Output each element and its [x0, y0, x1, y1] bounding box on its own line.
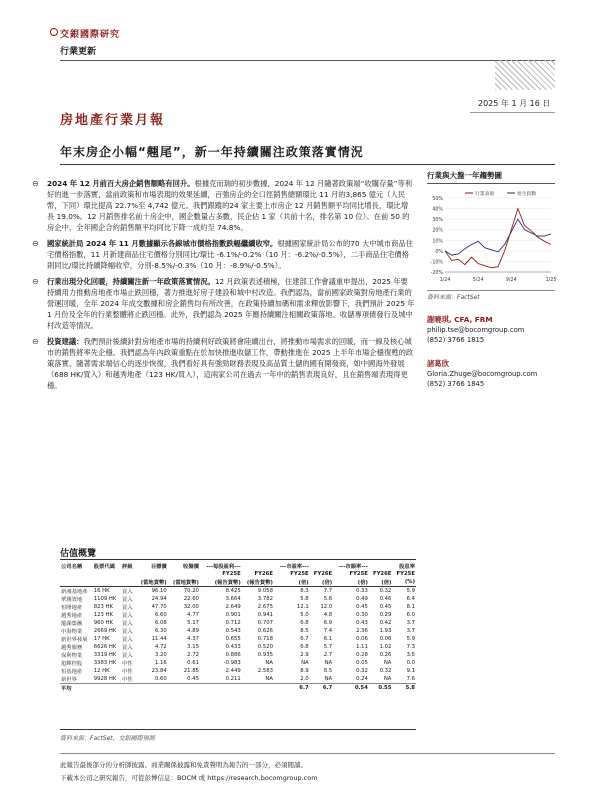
logo-text: 交銀國際研究: [60, 30, 121, 40]
chart-title: 行業與大盤一年趨勢圖: [427, 170, 555, 184]
table-cell: 5.17: [187, 620, 199, 626]
table-cell: 6626 HK: [93, 644, 117, 650]
table-cell: 3.664: [225, 596, 241, 602]
table-cell: 0.28: [356, 652, 368, 658]
table-cell: 1.02: [379, 644, 392, 650]
bullet-icon: ⊖: [32, 239, 39, 248]
table-cell: 4.89: [187, 628, 199, 634]
table-cell: 0.718: [257, 636, 273, 642]
y-tick-label: -10%: [430, 260, 443, 266]
analyst-email[interactable]: philip.tse@bocomgroup.com: [427, 326, 525, 334]
table-cell: 0.941: [257, 612, 273, 618]
table-header-row: [60, 578, 416, 587]
table-header-cell: (當地貨幣): [136, 578, 168, 587]
table-cell: 恒隆地產: [61, 605, 83, 611]
analyst-contact: [427, 359, 555, 389]
key-point: [30, 238, 415, 271]
table-row: [60, 587, 416, 596]
table-cell: 保利物業: [61, 653, 83, 659]
table-cell: 0.55: [369, 684, 393, 693]
analyst-email[interactable]: Gloria.Zhuge@bocomgroup.com: [427, 370, 538, 378]
table-cell: 買入: [122, 637, 133, 643]
table-cell: 12 HK: [93, 668, 110, 674]
table-cell: 32.00: [183, 604, 199, 610]
table-cell: 平均: [60, 684, 93, 693]
table-cell: 0.24: [356, 676, 368, 682]
table-cell: 7.7: [323, 588, 333, 594]
table-cell: 8.5: [323, 668, 333, 674]
bullet-icon: ⊖: [32, 277, 39, 286]
side-panel: [427, 170, 555, 389]
table-cell: 960 HK: [93, 620, 114, 626]
table-cell: 華潤置地: [61, 597, 83, 603]
table-cell: 0.707: [257, 620, 273, 626]
table-cell: 0.520: [257, 644, 273, 650]
table-header-cell: [121, 570, 135, 578]
table-cell: 5.6: [323, 596, 333, 602]
analyst-phone: (852) 3766 1815: [427, 336, 485, 344]
analyst-phone: (852) 3766 1845: [427, 380, 485, 388]
table-cell: 3.782: [257, 596, 273, 602]
table-cell: 96.10: [151, 588, 167, 594]
legend-label: 恒生指數: [517, 192, 537, 197]
table-cell: NA: [301, 660, 309, 666]
table-cell: 70.20: [183, 588, 199, 594]
chart-source: 資料來源：FactSet: [427, 290, 555, 301]
table-cell: 新鴻基地產: [61, 589, 88, 595]
key-point-body: 根據克而瑞的初步數據，2024 年 12 月隨著政策端“收購存量”等利好的進一步落實，當前政策和市場表現的效果延續，百強房企的全口徑銷售總額環比 11 月的3,865 億元（人民幣，下同）環比提高 22.7%至 4,742 億元。我們跟蹤的24 家主要上市房企 12 月銷售額平均同比增長，環比增長 19.0%。12 月銷售排名前十房企中，國企數量占多數，民企佔 1 家（共前十名，排名第 10 位）。在前 50 的房企中，全年國企合約銷售額平均同比下降一成約至 74.8%。: [47, 179, 413, 232]
report-date: 2025 年 1 月 16 日: [478, 99, 551, 108]
table-cell: 6.9: [323, 620, 333, 626]
bullet-icon: ⊖: [32, 179, 39, 188]
table-cell: 823 HK: [93, 604, 114, 610]
table-cell: 3.20: [154, 652, 167, 658]
disclaimer-text: 此報告最後部分的分析師披露、商業關係披露和免責聲明為報告的一部分，必須閱讀。: [60, 761, 307, 769]
trend-chart: [427, 188, 555, 284]
table-cell: 2.9: [300, 652, 309, 658]
table-header-row: [60, 562, 416, 570]
y-tick-label: 0%: [435, 249, 443, 255]
table-row: [60, 643, 416, 651]
title-divider: [60, 164, 555, 165]
table-row: [60, 659, 416, 667]
table-cell: 6.7: [310, 684, 334, 693]
table-row: [60, 595, 416, 603]
key-point-body: 12 月政策表述積極，住建部工作會議重申提出，2025 年要持續用力推動房地產市場止跌回穩，著力推進好房子建設和城中村改造。我們認為，當前國家政策對房地產行業的營運回暖，全年 2024 年成交數據和房企銷售均有所改善，在政策持續加碼和需求釋放影響下，我們預計 2025 年 1 月份及全年的行業整體將止跌回穩。此外，我們認為 2025 年應持續關注相關政策落地、收儲專項債發行及城中村改造等情況。: [47, 277, 415, 330]
table-cell: 0.60: [154, 676, 167, 682]
table-row: [60, 667, 416, 675]
table-cell: 0.211: [225, 676, 241, 682]
table-header-cell: (倍): [310, 578, 334, 587]
table-cell: 0.46: [379, 596, 392, 602]
table-cell: 2.649: [225, 604, 241, 610]
table-cell: 中性: [122, 661, 133, 667]
table-cell: 龍湖集團: [61, 621, 83, 627]
y-tick-label: 20%: [432, 228, 443, 234]
table-header-cell: 目標價: [150, 564, 167, 570]
table-cell: 0.54: [333, 684, 369, 693]
report-type: 行業更新: [60, 47, 97, 57]
table-cell: 2.583: [257, 668, 273, 674]
table-cell: 0.433: [225, 644, 241, 650]
table-cell: 3383 HK: [93, 660, 117, 666]
table-header-cell: 股息率: [399, 564, 415, 570]
table-cell: 8.3: [300, 588, 309, 594]
table-header-cell: ---市盈率---: [279, 564, 309, 570]
table-header-cell: (倍): [333, 578, 369, 587]
table-cell: 買入: [122, 613, 133, 619]
table-cell: 0.45: [187, 676, 199, 682]
x-tick-label: 9/24: [505, 278, 517, 283]
analyst-name: 諸葛欣: [427, 359, 449, 368]
table-cell: 9.058: [257, 588, 273, 594]
table-cell: 7.4: [323, 628, 333, 634]
key-point-lead: 2024 年 12 月前百大房企銷售額略有回升。: [47, 179, 195, 188]
table-cell: 2.36: [356, 628, 368, 634]
table-cell: 8.5: [300, 628, 309, 634]
table-header-cell: [60, 570, 93, 578]
table-header-cell: [121, 578, 135, 587]
table-header-cell: [136, 570, 168, 578]
table-cell: 6.0: [406, 612, 415, 618]
table-cell: 買入: [122, 645, 133, 651]
series-line: [445, 219, 551, 255]
key-point: [30, 178, 415, 233]
table-cell: 8.425: [225, 588, 241, 594]
table-cell: 22.60: [183, 596, 199, 602]
table-cell: NA: [265, 660, 273, 666]
y-tick-label: -20%: [430, 271, 443, 276]
table-cell: 7.3: [406, 644, 415, 650]
y-tick-label: 50%: [432, 197, 443, 202]
table-cell: 12.1: [296, 604, 309, 610]
table-cell: 買入: [122, 597, 133, 603]
table-cell: 0.42: [379, 620, 392, 626]
table-cell: [200, 684, 242, 693]
table-cell: 中性: [122, 677, 133, 683]
table-cell: 23.84: [151, 668, 167, 674]
table-cell: 11.44: [151, 636, 167, 642]
table-cell: 買入: [122, 653, 133, 659]
table-cell: 0.06: [356, 636, 368, 642]
table-cell: 5.8: [392, 684, 416, 693]
valuation-source: 資料來源：FactSet、交銀國際預測: [60, 735, 155, 742]
table-cell: NA: [324, 676, 333, 682]
x-tick-label: 5/24: [472, 278, 484, 283]
table-cell: [168, 684, 200, 693]
header-divider: [60, 60, 555, 61]
table-header-cell: (倍): [369, 578, 393, 587]
valuation-title: 估值概覽: [60, 549, 97, 559]
table-cell: 123 HK: [93, 612, 114, 618]
table-cell: 買入: [122, 629, 133, 635]
table-cell: 中性: [122, 669, 133, 675]
table-cell: 6.1: [323, 636, 333, 642]
table-cell: 2.72: [187, 652, 199, 658]
table-cell: 0.45: [356, 604, 368, 610]
table-cell: 6.4: [406, 596, 415, 602]
table-cell: 2669 HK: [93, 628, 117, 634]
table-header-cell: [60, 578, 93, 587]
y-tick-label: 10%: [432, 239, 443, 245]
table-cell: 16 HK: [93, 588, 110, 594]
table-cell: 2.7: [323, 652, 333, 658]
table-cell: 5.9: [406, 588, 415, 594]
table-cell: 6.8: [300, 644, 309, 650]
table-header-cell: (當地貨幣): [168, 578, 200, 587]
table-header-cell: FY25E: [349, 571, 368, 577]
table-cell: 0.935: [257, 652, 273, 658]
table-header-cell: [93, 570, 121, 578]
table-cell: 0.49: [356, 596, 368, 602]
download-info: 下載本公司之研究報告，可從彭博信息：BOCM 或 https://research.bocomgroup.com: [60, 774, 318, 782]
table-cell: 0.543: [225, 628, 241, 634]
table-header-cell: 評級: [122, 564, 133, 570]
table-header-cell: FY25E: [396, 571, 415, 577]
table-cell: [136, 684, 168, 693]
table-cell: 0.43: [356, 620, 368, 626]
table-header-cell: ---市賬率---: [338, 564, 368, 570]
table-cell: 0.626: [257, 628, 273, 634]
table-cell: 0.886: [225, 652, 241, 658]
table-cell: 6.8: [300, 620, 309, 626]
table-cell: 0.26: [379, 652, 392, 658]
table-cell: 中海物業: [61, 629, 83, 635]
table-row: [60, 611, 416, 619]
table-cell: NA: [324, 660, 333, 666]
table-cell: [93, 684, 121, 693]
table-header-cell: (報告貨幣): [242, 578, 274, 587]
table-header-cell: 股票代碼: [93, 564, 115, 570]
report-subject: 房地產行業月報: [60, 113, 166, 128]
table-cell: 1.93: [379, 628, 392, 634]
table-cell: 1.11: [356, 644, 368, 650]
table-cell: 買入: [122, 605, 133, 611]
logo-icon: [50, 28, 58, 36]
table-cell: 3.7: [406, 628, 415, 634]
table-cell: -0.983: [223, 660, 241, 666]
table-row: [60, 603, 416, 611]
table-cell: 9928 HK: [93, 676, 117, 682]
table-header-cell: [242, 562, 274, 570]
analyst-contact: [427, 315, 555, 345]
table-header-cell: ---每股盈利---: [206, 564, 241, 570]
table-header-cell: FY25E: [222, 571, 241, 577]
valuation-table: [60, 562, 416, 692]
table-header-cell: [310, 562, 334, 570]
table-cell: 0.901: [225, 612, 241, 618]
y-tick-label: 30%: [432, 218, 443, 224]
bullet-icon: ⊖: [32, 337, 39, 346]
table-cell: 1109 HK: [93, 596, 117, 602]
key-point-body: 我們預計後續針對房地產市場的持續利好政策將會陸續出台，將推動市場需求的回暖，而一線及核心城市的銷售將率先企穩。我們認為年內政策重點在於加快推進收儲工作，帶動推進在 2025 上半年市場企穩復甦的政策落實。隨著需求端信心的逐步恢復，我們看好具有強勁財務表現及高品質土儲的國有開發商，如中國海外發展（688 HK/買入）和越秀地產（123 HK/買入），這兩家公司在過去一年中的銷售表現良好，且在銷售端表現得更穩。: [47, 337, 414, 390]
footer-divider: [60, 753, 555, 754]
key-point-lead: 國家統計局 2024 年 11 月數據顯示各線城市價格指數跌幅繼續收窄。: [47, 239, 278, 248]
table-header-cell: 公司名稱: [61, 564, 83, 570]
table-cell: NA: [265, 676, 273, 682]
table-cell: 12.0: [320, 604, 333, 610]
key-point-lead: 投資建議：: [47, 337, 84, 346]
table-header-cell: FY26E: [313, 571, 333, 577]
table-cell: 2.0: [300, 676, 309, 682]
table-cell: 3.5: [406, 652, 415, 658]
table-header-cell: [369, 562, 393, 570]
table-cell: 0.06: [379, 636, 392, 642]
table-cell: 2.675: [257, 604, 273, 610]
table-cell: 3.7: [406, 620, 415, 626]
table-cell: 5.9: [406, 636, 415, 642]
table-header-cell: (%): [392, 578, 416, 587]
table-cell: 3.15: [187, 644, 199, 650]
table-cell: 0.655: [225, 636, 241, 642]
table-cell: 8.9: [300, 668, 309, 674]
valuation-bottom-rule: [60, 729, 416, 730]
table-cell: 5.0: [300, 612, 309, 618]
table-row: [60, 675, 416, 684]
table-cell: 0.33: [356, 588, 368, 594]
table-cell: 旭輝控股: [61, 661, 83, 667]
key-point: [30, 336, 415, 391]
table-cell: 7.6: [406, 676, 415, 682]
table-header-row: [60, 570, 416, 578]
analyst-name: 謝曉琪, CFA, FRM: [427, 315, 493, 324]
key-point-lead: 行業出現分化回暖，持續關注新一年政策落實情況。: [47, 277, 215, 286]
table-cell: 1.16: [154, 660, 167, 666]
report-title: 年末房企小幅“翹尾”，新一年持續關注政策落實情況: [60, 145, 364, 159]
table-cell: 2.449: [225, 668, 241, 674]
table-cell: 4.72: [154, 644, 167, 650]
decorative-hatch: [495, 60, 555, 90]
table-cell: 4.37: [187, 636, 199, 642]
table-cell: 0.32: [356, 668, 368, 674]
table-cell: 買入: [122, 621, 133, 627]
x-tick-label: 1/24: [439, 278, 451, 283]
table-cell: 0.45: [379, 604, 392, 610]
x-tick-label: 1/25: [545, 278, 557, 283]
table-cell: 3319 HK: [93, 652, 117, 658]
table-cell: 6.7: [274, 684, 310, 693]
table-cell: 17 HK: [93, 636, 110, 642]
table-row: [60, 619, 416, 627]
table-cell: 6.7: [300, 636, 309, 642]
table-cell: 5.7: [323, 644, 333, 650]
table-header-cell: FY26E: [372, 571, 392, 577]
y-tick-label: 40%: [432, 207, 443, 213]
table-cell: 0.0: [406, 660, 415, 666]
table-row: [60, 627, 416, 635]
table-cell: 新世界發展: [61, 637, 88, 643]
table-cell: 24.94: [151, 596, 167, 602]
table-cell: 越秀地產: [61, 613, 83, 619]
table-cell: 0.61: [187, 660, 199, 666]
table-cell: 0.712: [225, 620, 241, 626]
table-header-cell: FY25E: [290, 571, 309, 577]
table-total-row: [60, 684, 416, 693]
table-header-cell: [168, 570, 200, 578]
table-cell: 6.60: [154, 612, 167, 618]
key-point: [30, 276, 415, 331]
table-cell: 0.29: [379, 612, 392, 618]
series-line: [445, 209, 551, 268]
key-points: [30, 178, 415, 396]
table-cell: 47.70: [151, 604, 167, 610]
table-header-cell: [93, 578, 121, 587]
table-cell: [121, 684, 135, 693]
date-divider: [470, 112, 555, 113]
table-cell: 買入: [122, 589, 133, 595]
table-cell: [242, 684, 274, 693]
table-cell: 6.30: [154, 628, 167, 634]
table-cell: 6.08: [154, 620, 167, 626]
table-cell: 新世界: [61, 677, 77, 683]
table-cell: NA: [383, 676, 392, 682]
table-cell: 0.32: [379, 668, 392, 674]
table-cell: 4.8: [323, 612, 333, 618]
key-point-body: 根據國家統計局公布的70 大中城市商品住宅價格指數，11 月新建商品住宅價格分別同比/環比 -6.1%/-0.2%（10 月：-6.2%/-0.5%），二手商品住宅價格則同比/環比持續降幅收窄，分別-8.5%/-0.3%（10 月：-8.9%/-0.5%）。: [47, 239, 413, 270]
table-cell: 恒基地產: [61, 669, 83, 675]
table-header-cell: 收盤價: [183, 564, 199, 570]
table-cell: 21.85: [183, 668, 199, 674]
table-cell: 8.1: [406, 604, 415, 610]
table-cell: 9.1: [406, 668, 415, 674]
table-header-cell: (倍): [274, 578, 310, 587]
table-row: [60, 651, 416, 659]
table-cell: 4.77: [187, 612, 199, 618]
table-cell: 0.05: [356, 660, 368, 666]
table-cell: 越秀服務: [61, 645, 83, 651]
table-header-cell: FY26E: [254, 571, 273, 577]
table-header-cell: (報告貨幣): [200, 578, 242, 587]
table-cell: NA: [383, 660, 392, 666]
table-cell: 0.32: [379, 588, 392, 594]
table-cell: 5.8: [300, 596, 309, 602]
table-row: [60, 635, 416, 643]
legend-label: 行業表現: [475, 192, 495, 197]
valuation-divider: [60, 559, 416, 560]
table-cell: 0.30: [356, 612, 368, 618]
